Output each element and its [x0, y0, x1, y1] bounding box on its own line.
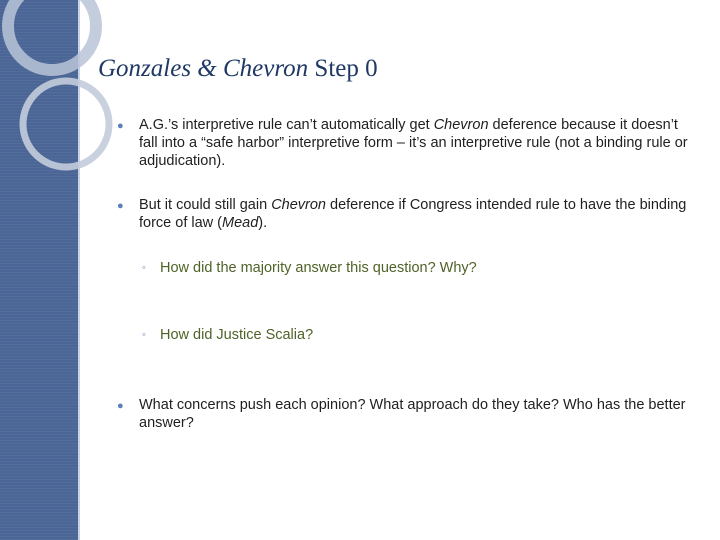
text-run: ).	[258, 215, 268, 231]
bullet-item	[115, 116, 695, 170]
bullet-text	[139, 196, 695, 232]
sub-bullet-icon: ◦	[142, 262, 146, 274]
text-emphasis: Mead	[222, 215, 259, 231]
text-run: A.G.’s interpretive rule can’t automatically get	[139, 117, 434, 133]
sub-bullet-item	[115, 326, 695, 344]
title-rest: Step 0	[308, 55, 378, 82]
bullet-icon: ●	[117, 200, 124, 212]
sub-bullet-icon: ◦	[142, 329, 146, 341]
text-run: deference because it doesn’t fall into a “safe harbor” interpretive form – it’s an interpretive rule (not a binding rule or adjudication).	[139, 117, 688, 169]
sub-bullet-item	[115, 259, 695, 277]
bullet-item	[115, 396, 695, 432]
slide-title	[98, 54, 378, 84]
title-italic: Gonzales & Chevron	[98, 55, 309, 82]
bullet-icon: ●	[117, 400, 124, 412]
bullet-item	[115, 196, 695, 232]
decorative-circles	[0, 0, 130, 200]
sub-bullet-text: How did the majority answer this question? Why?	[160, 260, 477, 276]
bullet-text	[139, 116, 695, 170]
text-emphasis: Chevron	[433, 117, 489, 133]
bullet-icon: ●	[117, 120, 124, 132]
slide-content	[115, 116, 695, 432]
text-emphasis: Chevron	[271, 197, 326, 213]
sub-bullet-text: How did Justice Scalia?	[160, 327, 314, 343]
bullet-text: What concerns push each opinion? What approach do they take? Who has the better answer?	[139, 397, 686, 431]
text-run: deference if Congress intended rule to have the binding force of law (	[139, 197, 687, 231]
text-run: But it could still gain	[139, 197, 272, 213]
